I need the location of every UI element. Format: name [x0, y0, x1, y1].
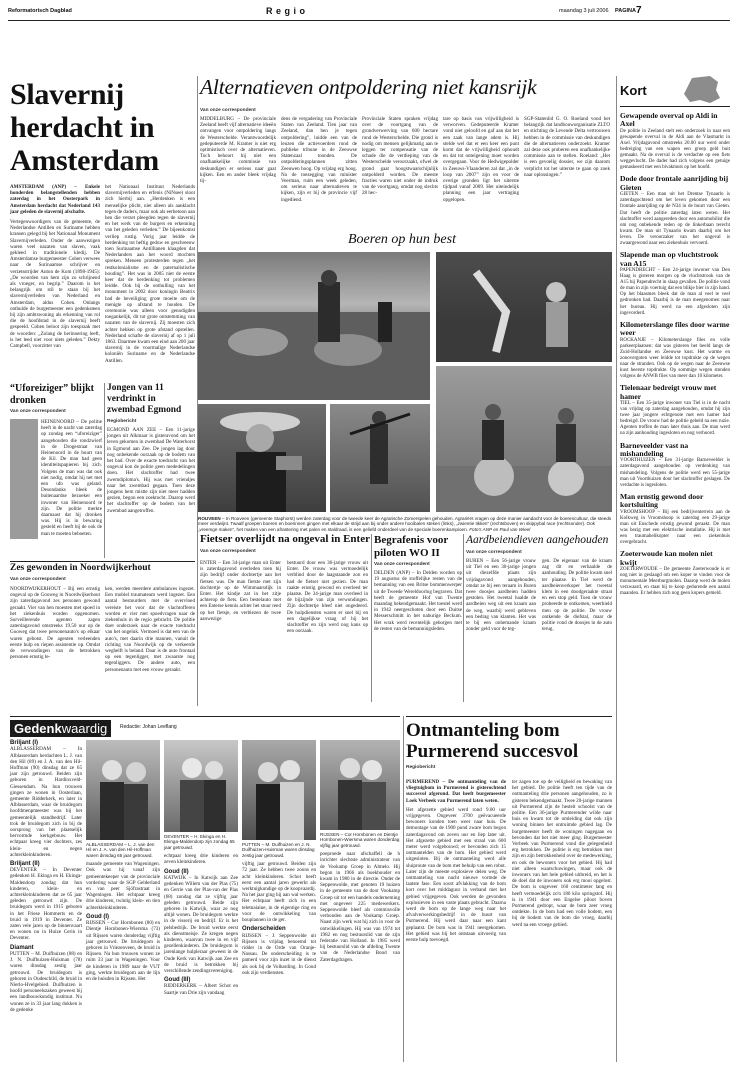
kort-item	[620, 321, 730, 380]
gedenk-item-text: maande gemeente van Wageningen. Ook was hij vanaf zijn gemeentekeeper van de provinciale vordering waar de SGP Gelderland en van peer Sjöfrastraat in Wageningen. Het echtpaar kreeg drie kinderen, twintig klein- en tien achterkleinkinderen.	[86, 861, 160, 911]
kort-title: Kort	[620, 83, 647, 98]
jongen-article	[107, 383, 195, 558]
main-article	[200, 76, 610, 238]
kort-item-text: De politie in Zeeland stelt een onderzoek in naar een gewapende overval in de Aldi aan de Vlasmarkt in Axel. Vrijdagavond omstreeks 20.00 uur werd onder bedreiging van een wapen een groep geld buit gemaakt. Na de overval is de verdachte op een fiets weggevlucht. De dader had zich volgens een getuige gemaskeerd met een bivakmuts op het hoofd.	[620, 128, 730, 171]
kort-item-text: VROOMSHOOP – Bij een bedrijventerrein aan de Kolkweg in Vroomshoop is zaterdag een 29-jarige man uit Enschede ernstig gewond geraakt. De man was bezig met een elektrische installatie. Hij is met een traumahelikopter naar een ziekenhuis overgebracht.	[620, 509, 730, 546]
main-col4: tare op basis van vrijwilligheid is verworven. Gedeputeerde Kramer vond niet geloofd en gaf aan dat het een zaak van lange adem is. Hij stelde wel dat er een keer een punt komt dat de vrijwilligheid ophoudt en dat tot onteigening moet worden overgegaan. Voor de Hedwigepolder in Zeeuws-Vlaanderen zal dat „in de loop van 2007” zijn en voor de overige gronden ligt het uiterste tijdpad vanaf 2009. Het uiteindelijk planning een jaar vertraging opgelopen.	[443, 116, 519, 203]
gedenk-item-text: RIJSSEN – J. Seppenwolde uit Rijssen is vrijdag benoemd tot ridder in de Orde van Oranje-Nassau. De onderscheiding is te pamerd voor zijn inzet in de dienst als ook bij de Volharding. In Goud ook zijn verdiensten.	[242, 932, 316, 976]
gewonden-col2: ken, werden meerdere ambulances ingezet. Een mobiel traumateam werd ingezet. Een aantal bestuurders met de overvloed vereiste het voor dat de vlachtofferen worden er vier met spoedvragen naar de ziekenhuis in de regio gebracht. De politie doet onderzoek naar de exacte toedracht van het ongeluk. Vermoed is dat een van de auto's, met daarin drie mannen, vanuit de richting van Noordwijk op de verkeerde weghelft is beland. Daar is de auto frontaal op een tegenligger, met zwaarste nog tegenliggers. De andere auto, een personenauto met een vrouw geraakt.	[105, 586, 195, 673]
gedenk-item-text: PUTTEN – M. Duifhuizen (88) en J. N. Duifhuizen-Huisman (78) waren dinsdag zestig jaar getrouwd. De bruidegom is geboren in Oudeschild, de bruid in Nierlo-Hvelgebied. Duifhuizen is hoofd personeelszaken geweest bij een landbouwkundig instituut. Nu wonen ze in 33 jaar lang dokken is de gedenke	[10, 950, 82, 1013]
kort-rule	[620, 106, 730, 107]
aardbeien-title: Aardbeiendieven aangehouden	[466, 534, 609, 546]
gedenk-item-text: ALBLASSERDAM – In Alblasserdam herdachten L. J. van den Hil (89) en J. A. van den Hil-Hoffman (90) dinsdag dat ze 65 jaar zijn getrouwd. Beiden zijn geboren in Hardinxveld-Giessendam. Na hun trouwen gingen ze wonen in Oosterlaan, gemeente Ridderkerk, en later in Alblasserdam, waar de bruidegom hoofdmenpmeester was bij het gemeentelijk standbedrijf. Later trok de bruidegom zich in bij de oorsprong van het plaatselijk hervormde kerkgebouw. Het echtpaar kreeg vier dochters, zes klein- en negen achterkleinkinderen.	[10, 746, 82, 858]
gedenk-item-title: Goud (II)	[164, 868, 189, 875]
gedenk-col-2	[86, 740, 160, 1060]
boeren-credit: Foto's ANP en Paul van Wieel	[469, 526, 531, 532]
gedenk-item-text: echtpaar kreeg drie kinderen en zeven kleinkinderen.	[164, 853, 238, 866]
kort-item	[620, 493, 730, 546]
kort-divider	[616, 76, 617, 1062]
boeren-caption-text: – In Rouveen (gemeente Staphorst) werden zaterdag voor de tweede keer de Agrarische Zomerspelen gehouden. Agrariërs vragen op deze manier aandacht voor de boerencultuur, die steeds meer verdwijnt. Twaalf groepen boeren en boerinnen gingen met elkaar de strijd aan bij onder andere hooibalen steken (links), „zwientie tikken” (rechtsboven) en skippybal race (rechtsonder). Ook „vreemge maken”, het maken van een afrastering met palen en staldraad, is een geliefd onderdeel van de speciale boerenkampioen.	[198, 516, 612, 532]
gedenk-caption: RIJSSEN – Cor Hornbonen en Dientje Hornbonen-Wiersma waren donderdag vijftig jaar getrouwd.	[320, 832, 400, 848]
kort-item-title: Man ernstig gewond door kortsluiting	[620, 491, 704, 510]
kort-item-title: Slapende man op vluchtstrook van A15	[620, 250, 719, 268]
kort-item-title: Barneveelder vast na mishandeling	[620, 440, 689, 458]
kort-item-title: Dode door frontale aanrijding bij Gieten	[620, 174, 729, 192]
col-divider-begraaf	[463, 534, 464, 702]
gedenk-item-title: Briljant (II)	[10, 860, 40, 867]
kort-item-text: ROCKANJE – Kilometerslange files en volle parkeerplaatsen: dat was gisteren het beeld langs de Zuid-Hollandse en Zeeuwse kust. Het warme en zonovergoten weer leidde tot topdrukte op de wegen naar de stranden. Ook op de wegen naar de Zeeuwse kust heerste topdrukte. Op sommige wegen stonden volgens de ANWB files van meer dan 10 kilometer.	[620, 337, 730, 380]
begrafenis-text: DELDEN (ANP) – In Delden worden op 19 augustus de stoffelijke resten van de bemanning van een Britse bommenwerper uit de Tweede Wereldoorlog begraven. Dat heeft de gemeente Hof van Twente maandag bekendgemaakt. Het toestel werd in 1942 neergeschoten door een Duitse Messerschmitt in het naburige Beckum. Het wrak werd recentelijk geborgen met de resten van de bemanningsleden.	[374, 570, 462, 632]
lead-col1: Vertegenwoordigers van de gemeente, de Nederlandse Antillen en Suriname hebben kransen gelegd bij het Nationaal Monument Slavernijverleden. Onder de aanwezigen waren veel nazaten van slaven, vaak gekleed in traditionele kledij. De Amsterdamse burgemeester Cohen verwees naar de Surinaamse schrijver en verzetsstrijder Anton de Kom (1898-1945): „De woorden van hem zijn zo schrijnend als vroeger, en begrip.” Daarom is het belangrijk om stil te staan bij het slavernijverleden van Nederland en Amsterdam, aldus Cohen. Onlangs onthulde de burgemeester een gedenksteen bij zijn ambtswoning als erkenning van rol die de hoofdstad in de slavernij heeft gespeeld. Cohen beloot zijn toespraak met de woorden: „Zolang de herinnering leeft, is het leed niet voor niets geleden.” Dekty Campbell, voorzitter van	[10, 219, 100, 350]
ufo-byline: Van onze correspondent	[10, 409, 66, 414]
gedenk-caption: ALBLASSERDAM – L. J. van den Hil en J. A. van den Hil-Hoffman waren dinsdag 65 jaar getrouwd.	[86, 842, 155, 858]
gedenk-item-text: vijftig jaar getrouwd. Beiden zijn 72 jaar. Ze hebben twee zoons en acht kleinkinderen. Schot heeft eerst een aantal jaren gewerkt als werktuigkundige op de koopvaardij. Na het jaar ging hij aan wal werken. Het echtpaar heeft zich in een teletnaiaine, in de eigentige ring en voor de ontwikkeling van bouplannen in de ger.	[242, 861, 316, 924]
col-divider-ufo	[104, 383, 105, 558]
photo-duifhuizen	[242, 740, 316, 840]
jongen-title: Jongen van 11 verdrinkt in zwembad Egmond	[107, 383, 182, 415]
boeren-feature	[198, 232, 612, 532]
kort-item-text: ZOETERWOUDE – De gemeente Zoeterwoude is er nog niet in geslaagd om een koper te vinden voor de monumentale Meerburgmolen. Daarop werd de molen verzwaard, en staat hij te koop gedurende een aantal maanden. Er hebben zich nog geen kopers gemeld.	[620, 567, 730, 597]
kort-item	[620, 112, 730, 171]
aardbeien-col2: gen. De eigenaar van de kraam zag dit en verhaalde de aanhouding. De politie kwam snel ter plaatse. In Tiel werd de aardbeienverkoper het tweetal klem in een doodgeraakte straat en een stop geld. Toen de vrouw probeerde te ontkomen, weerhield men op de politie. De vrouw ontkende de diefstal, maar de politie vond de doosjes in de auto terug.	[542, 558, 612, 633]
main-byline: Van onze correspondent	[200, 108, 256, 113]
separator-1	[10, 561, 195, 562]
kort-item-title: Gewapende overval op Aldi in Axel	[620, 111, 718, 129]
kort-item	[620, 175, 730, 247]
gedenk-caption: DEVENTER – H. Ekinga en H. Ekinga-Maldendorp zijn zondag 65 jaar getrouwd.	[164, 834, 235, 850]
pagina-label: PAGINA	[615, 8, 636, 14]
col-divider-lead	[197, 76, 198, 706]
gedenk-item-text: poeproede naar afschaffell de h inrichter slechtste administrateur van de Vookamp Groep in Almelo. Hij begon in 1966 als boekhouder en kwam in 1980 in de directie. Onder de Seppenwolde, met genoten 19 huizen in de gemeente van de door Vookamp Groep uit tot een handels onderneming met ongeveer 225 medewerkers. Seppenwolde bleef als commisvolle verbonden aan de Vookamp Groep. Naast zijn werk wat hij zich in voor de ontwikkelingen. Hij was van 1974 tot 1982 en nog bestuurslid van de zijn federatie van Holland. In 1985 werd hij bestuurslid van de afdeling Twente van de Nederlandse Bond van Zaterdagdragen.	[320, 851, 400, 963]
aardbeien-article	[466, 534, 612, 702]
masthead-rule	[8, 20, 730, 21]
jongen-byline: Regiobericht	[107, 419, 137, 424]
photo-hooibalen	[198, 252, 430, 400]
kort-item-text: TIEL – Een 35-jarige inwoner van Tiel is in de nacht van vrijdag op zaterdag aangehouden, omdat hij zijn twee jaar jongere echtgenote met een hamer had bedreigd. De vrouw had de politie gebeld na een ruzie. Agenten troffen de man later thuis aan. De man werd na zijn aanhouding ingesloten en nog verhoord.	[620, 400, 730, 437]
gedenk-item	[10, 861, 82, 942]
gedenkwaardig-header	[10, 716, 400, 736]
kort-item-title: Zoeterwoude kan molen niet kwijt	[620, 549, 713, 567]
gedenk-item-title: Briljant (I)	[10, 740, 38, 746]
kort-header	[620, 76, 730, 104]
photo-hornbonen	[320, 740, 400, 830]
masthead	[8, 6, 730, 18]
photo-skippybal	[436, 366, 612, 512]
photo-zwientie-tikken	[436, 252, 612, 362]
fietser-byline: Van onze correspondent	[200, 548, 256, 554]
aardbeien-col1: BUREN – Een 56-jarige vrouw uit Tiel en een 30-jarige jongen uit diezelfde plaats zijn vrijdagavond aangehouden, omdat ze bij een teraam in Buren twee doosjes aardbeien hadden gestolen. Het tweetal haalde de aardbeien weg uit een kraam aan de weg, waarbij werd gebleven een bedrag van klanten. Het was te bij een onbemande kraam zonder geld voor de teg-	[466, 558, 536, 633]
gedenk-item	[10, 945, 82, 1013]
gewonden-article	[10, 564, 195, 704]
main-col2: dens de vergadering van Provinciale Staten van Zeeland. Tien jaar van Zeeland, dan ben je tegen ontpoldering”, luidde een van de leuzen die actievoerders rond de publieke tribune in de Zeeuwse Statenzaal toonden. De ontpolderingsplannen zitten Zeeuwen hoog. Op vrijdag erg hoog. Na de toezegging van minister Veerman, ruim een week geleden, om serieus naar alternatieven te kijken, zijn er bij de provincie vijf ingediend.	[281, 116, 357, 203]
kort-sidebar	[620, 76, 730, 1062]
begrafenis-article	[374, 534, 462, 702]
ufo-text: HEINENOORD – De politie heeft in de nacht van zaterdag op zondag een “uforeiziger” aangehouden die rondzwierf in de Drogestraat van Heinenoord in de buurt van de Kil. De man had geen identiteitspapieren bij zich. Volgens de man was dat ook niet nodig, omdat hij net met een ufo was geland. Desondanks bleek de buitenaardse bezoeker een inwoner van Heinenoord te zijn. De politie merkte daarnaast dat hij dronken was. Hij is in bewaring gesteld en heeft bij de ook de man te moeten beboeten.	[41, 419, 102, 537]
gedenk-item-title: Diamant	[10, 944, 34, 951]
gedenkwaardig-title-a: Gedenk	[14, 721, 62, 736]
gewonden-title: Zes gewonden in Noordwijkerhout	[10, 563, 151, 573]
gedenk-caption: PUTTEN – M. Duifhuizen en J. N. Duifhuizen-Huisman waren dinsdag zestig jaar getrouwd.	[242, 842, 315, 858]
kort-item-title: Kilometerslange files door warme weer	[620, 319, 730, 338]
gedenk-col-4	[242, 740, 316, 1060]
col-divider-gedenk	[403, 716, 404, 1062]
purmerend-col1: Het afgezette gebied werd rond 9.00 uur vrijgegeven. Ongeveer 3700 geëvacueerde bewoners konden toen weer naar huis. De demontage van de 1900 pond zware bom begon zaterdagavond om zeven uur en liep later uit. Het afgezette gebied met een straal van 600 meter werd volgebouwd; er bevonden zich 15 ontmantelden van de bom. Het gebied werd uitgesloten. Bij de ontmanteling werd alle sluiproute van de bom met behulp van een robot. Later zijn de meeste explosieve delen weg. De ontmanteling van nacht nieuwe vormde de laatste fase. Een soort afvlakking van de bom kort over het middaguur in verband met het gebied vrijgegeven. Ook werden de gevonden explosieven in een vaste plaats gebracht. Daarna werd de bom op de lange weg naar het afvalverwerkingsbedrijf in de buurt van Purmerend. Hij werd daar naar een kant geplaatst. De bom was in 1941 neergekomen. Het gebied was bij het ontstaan uitvoerig van eerste hulp toevoegd.	[406, 806, 506, 944]
lead-article	[10, 78, 195, 378]
ufo-image	[10, 419, 38, 539]
kort-item-text: PAPENDRECHT – Een 24-jarige inwoner van Den Haag is gisteren morgen op de vluchtstrook van de A15 bij Papendrecht in slaap gevallen. De politie vond de man in zijn voertuig dat een blikje bier in zijn hand. Op het blaasmes bleek dat de man al veel te veel gedronken had. Daarbij is de man meegenomen naar het bureau. Hij werd na een afgesloten zijn ingevorderd.	[620, 267, 730, 316]
kort-item	[620, 384, 730, 437]
jongen-text: EGMOND AAN ZEE – Een 11-jarige jongen uit Alkmaar is gisteravond om het leven gekomen in zwembad De Waterhorst in Egmond aan Zee. De jongen lag door nog onbekende oorzaak op de bodem van het bad. Over de exacte toedracht van het ongeval kon de politie geen mededelingen doen. Het slachtoffer had twee zwemdiploma's. Hij was met vriendjes naar het zwembad gegaan. Toen deze jongens hem mistte zijn niet meer hadden gezien, begon een zoektocht. Daarop werd het slachtoffer op de bodem van het zwembad aangetroffen.	[107, 427, 195, 514]
begrafenis-title: Begrafenis voor piloten WO II	[374, 534, 449, 559]
lead-intro: AMSTERDAM (ANP) – Enkele honderden belangstellenden hebben zaterdag in het Oosterpark in Amsterdam herdacht dat Nederland 143 jaar geleden de slavernij afschafte.	[10, 184, 100, 215]
kort-item-title: Tielenaar bedreigt vrouw met hamer	[620, 383, 717, 401]
purmerend-title: Ontmanteling bom Purmerend succesvol	[406, 720, 579, 762]
ufo-article	[10, 383, 102, 558]
gewonden-col1: NOORDWIJKERHOUT – Bij een ernstig ongeval op de Gooweg in Noordwijkerhout zijn zaterdagavond zes personen gewond geraakt. Vier van hen moesten met spoed in het ziekenhuis worden opgenomen. Surveillerende agenten zagen zaterdagavond omstreeks 19.50 uur op de Gooweg dat twee personenauto's op elkaar waren gebotst. De agenten verleenden eerste hulp en riepen assistentie op. Omdat de verwondingen van de betrokken personen ernstig le-	[10, 586, 100, 661]
main-col1: MIDDELBURG – De provinciale Zeeland heeft vijf alternatieve ideeën ontvangen voor ontpoldering langs de Westerschelde. Verantwoordelijk gedeputeerde M. Kramer is niet erg optimistisch over de alternatieven. Toch behoort hij niet een onafhankelijke commissie van deskundigen er serieus naar gaat kijken. Een en ander bleek vrijdag tij-	[200, 116, 276, 185]
photo-boerin	[198, 404, 326, 512]
photo-van-den-hil	[86, 740, 160, 840]
ufo-title: “Uforeiziger” blijkt dronken	[10, 383, 94, 406]
kort-item	[620, 550, 730, 597]
purmerend-article	[406, 716, 612, 1062]
boeren-caption-city: ROUVEEN	[198, 516, 221, 521]
purmerend-lead: PURMEREND – De ontmanteling van de vliegtuigbom in Purmerend is gisterochtend succesvol afgerond. Dat heeft burgemeester Loek Verbeek van Purmerend laten weten.	[406, 779, 506, 804]
section-label: R e g i o	[266, 6, 306, 16]
page-date: maandag 3 juli 2006	[559, 8, 609, 14]
gedenk-item-text: RIDDERKERK – Albert Schot en Saartje van Drie zijn vandaag	[164, 983, 238, 996]
photo-ekinga	[164, 740, 238, 832]
kort-item-text: GIETEN – Een man uit het Drentse Tynaarlo is zaterdagochtend om het leven gekomen door een frontale aanrijding op de N34 in de buurt van Gieten. Dat heeft de politie zaterdag laten weten. Het slachtoffer werd aangereden door een automobilist die om nog onbekende reden op de linkerbaan terecht kwam. De man uit Tynaarlo kwam daarbij om het leven. De veroorzaker van het ongeval is zwaargewond naar een ziekenhuis vervoerd.	[620, 192, 730, 247]
photo-afrastering	[330, 404, 430, 512]
gedenk-item-text: RIJSSEN – Cor Hornbonen (80) en Dientje Hornbonen-Wiersma (73) uit Rijssen waren donderdag vijftig jaar getrouwd. De bruidegom is geboren in Vriezenveen, de bruid in Rijssen. Na hun trouwen wonen ze ruim 33 jaar in Wageningen. Voor de kinderen in 1989 naar de VUT ging, werkte bruidegom aan de lijn en de huisden in Rijssen. Het	[86, 920, 160, 982]
page-number: 7	[636, 5, 642, 16]
gedenk-item-title: Goud (III)	[164, 977, 191, 984]
gedenk-col-1	[10, 740, 82, 1060]
kort-item	[620, 442, 730, 489]
kort-list	[620, 112, 730, 597]
gedenkwaardig-editor: Redactie: Johan Leeflang	[120, 724, 177, 730]
gewonden-byline: Van onze correspondent	[10, 576, 66, 582]
kort-item	[620, 251, 730, 317]
fietser-col1: ENTER – Een 34-jarige man uit Enter is zaterdagavond overleden toen hij zijn bedrijf onder dochtertje aan het fietsen was. De man fietste met zijn dochtertje op de Wimmaarsdijk in Enter. Het kindje zat in het zitje achterop de fiets. Een bestelauto met een Enterse kennis achter het stuur reed op het fietsje, en verblezen de twee aanwezige	[200, 560, 281, 622]
gedenkwaardig-title	[10, 720, 111, 737]
paper-name: Reformatorisch Dagblad	[8, 8, 72, 14]
main-col3: Provinciale Staten spraken vrijdag over de voortgang van de grondverwerving van 600 hectare rond de Westerschelde. Die grond is nodig om mensen gelijkmatig aan te leggen ter compensatie van de schade die de verdieping van de Westerschelde veroorzaakt, ofwel de grond gaat hoogstwaarschijnlijk ontpolderd worden. De meeste fracties waren niet onder de indruk van de voortgang, omdat nog slechts 28 hec-	[362, 116, 438, 197]
fietser-col2: bestuurd door een 36-jarige vrouw uit Enter. De vrouw was vermoedelijk verblind door de laagstaande zon en had de fietser niet gezien. De man raakte ernstig gewond en overleed ter plaatse. De 34-jarige man overleed in de bijzijnde van zijn verwondingen. Zijn dochtertje bleef niet ongedeerd. De hulpdiensten waren er snel bij en een dagelijkse vraag of hij het slachtoffer en zijn werd nog kans op een oorzaak.	[287, 560, 368, 635]
boeren-title: Boeren op hun best	[348, 232, 456, 247]
gedenk-item	[10, 740, 82, 858]
main-col5: SGP-Statenlid G. O. Roeland vond het belangrijk dat landbouworganisatie ZLTO en stichting de Levende Delta vertrouwen hebben in de commissie van deskundigen die de alternatieven onderzoekt. Kramer zal deze ook proberen een onafhankelijke commissie aan te stellen. Roeland: „Het is een gevoelig dossier, we zijn daarom verplicht tot het uiterste te gaan op zoek naar oplossingen.”	[524, 116, 610, 178]
boeren-caption	[198, 516, 612, 532]
fietser-article	[200, 534, 370, 702]
begrafenis-byline: Van onze correspondent	[374, 562, 430, 567]
fietser-title: Fietser overlijdt na ongeval in Enter	[200, 533, 370, 545]
main-title: Alternatieven ontpoldering niet kansrijk	[200, 75, 537, 99]
lead-col2: het Nationaal Instituut Nederlands slavernijverleden en erfenis (NiNsee) sloot zich hierbij aan. „Herdenken is een menselijke plicht, niet alleen als aanklacht tegen de daders, maar ook als eerbetoon aan hen die verzet pleegden tegen de slavernij en het werk van de burgers en erkenning van het geleden verleden.” De bijeenkomst verliep rustig. Vorig jaar leidde de herdenking tot heftig geduw en geschreeuw toen Surinaamse Antillianen klaagden dat Nederlanders aan het woord mochten spreken. Meneen protesterden tegen „het restkolonialisme en de paternalistische houding”. Het was in 2005 niet de eerste keer dat de herdenking tot problemen leidde. Ook bij de onthulling van het monument in 2002 door koningin Beatrix bad de beveiliging grote moeite om de menigte op afstand te houden. De ceremonie was alleen voor genodigden toegankelijk, dit tot grote ontstemming van nazaten van de slavernij. Zij moesten zich achter hekken op grote afstand opstellen. Nederland schafte de slavernij af op 1 juli 1863. Daarmee kwam een eind aan 200 jaar slavernij in de voormalige Nederlandse koloniën Suriname en de Nederlandse Antillen.	[105, 184, 195, 364]
aardbeien-byline: Van onze correspondent	[466, 550, 522, 556]
purmerend-byline: Regiobericht	[406, 765, 436, 770]
gedenk-item-title: Goud (I)	[86, 913, 109, 920]
gedenk-col-3	[164, 740, 238, 1060]
col-divider-fietser	[371, 534, 372, 702]
lead-title: Slavernij herdacht in Amsterdam	[10, 78, 159, 177]
gedenk-col-5	[320, 740, 400, 1060]
gedenk-item-title: Onderscheiden	[242, 926, 286, 933]
gedenk-item-text: KATWIJK – In Katwijk aan Zee gedenken Willem van der Plas (75) en Gerrie van der Plas-van der Plas (68) zondag dat ze vijftig jaar geleden getrouwd. Beide zijn geboren in Katwijk, waar ze nog altijd wonen. De bruidegom werkte in de visserij en bedrijf. Er is het pelsbedrijk. De bruid werkte eerst als dienstmeisje. Ze kregen negen kinderen, waarvan twee in en vijf gezellenkinderen. De bruidegom is jarenlange hulpleraar geweest in de Oude Kerk van Katwijk aan Zee en de bruid is betrokken bij verschillende zendingsvereniging.	[164, 874, 238, 974]
gedenkwaardig-title-b: waardig	[61, 721, 108, 736]
kort-item-text: VOORTHUIZEN – Een 31-jarige Barneveelder is zaterdagavond aangehouden op verdenking van mishandeling. Volgens de politie werd een 55-jarige man uit Voorthuizen door het slachtoffer geslagen. De verdachte is ingesloten.	[620, 458, 730, 488]
purmerend-col2: ter zagen toe op de veiligheid en bewaking van het gebied. De politie heeft ten tijde van de ontmanteling drie personen aangehouden, zo is gisteren bekendgemaakt. Twee 20-jarige mannen uit Purmerend zijn de hesteit schoolst van de politie. Een 36-jarige Purmerender wilde naar huis en kwam tot de omleiding dat ook zijn woning binnen het ontruimde gebied lag. De burgemeester heeft de woningen nagegaan en bevonden dat het niet meer ging. Burgemeester Verbeek van Purmerend vond die gelegenheid erg betrokken. De politie is erg betrokken met zijn en zijn betrokkenheid over de medewerking, en ook de bewoners voor het gebied. Hij had niet alleen waarschuwingen, maar ook de inwoners van het hele gebied uitbreid, en het is de doel dat de inwoners ook erg mooi opgelost. De bom is ongeveer 160 centimeter lang en heeft vermoedelijk zo'n 180 kilo springstof. Hij is in 1941 door een Engelse piloot boven Purmerend gedropt, waar de bom zeer vroeg ontdekte. In de bom had een volle bodem, een bij de bodem van de bom die vroeg, daarbij werd na een vroege gebied.	[512, 779, 612, 928]
gedenk-item-text: DEVENTER – In Deventer gedenken H. Ekinga en H. Ekinga-Maldendorp zondag dat hun kinderen, klein- en achterkleinkinderen dat ze 65 jaar geleden getrouwd zijn. De bruidegom werd in 1915 geboren in het Friese Hommerts en de bruid in 1919 in Deventer. Ze zaten vele jaren op de binnenvaart en wonen nu in Huize Cerin in Deventer.	[10, 867, 82, 942]
netherlands-map-icon	[680, 76, 722, 104]
